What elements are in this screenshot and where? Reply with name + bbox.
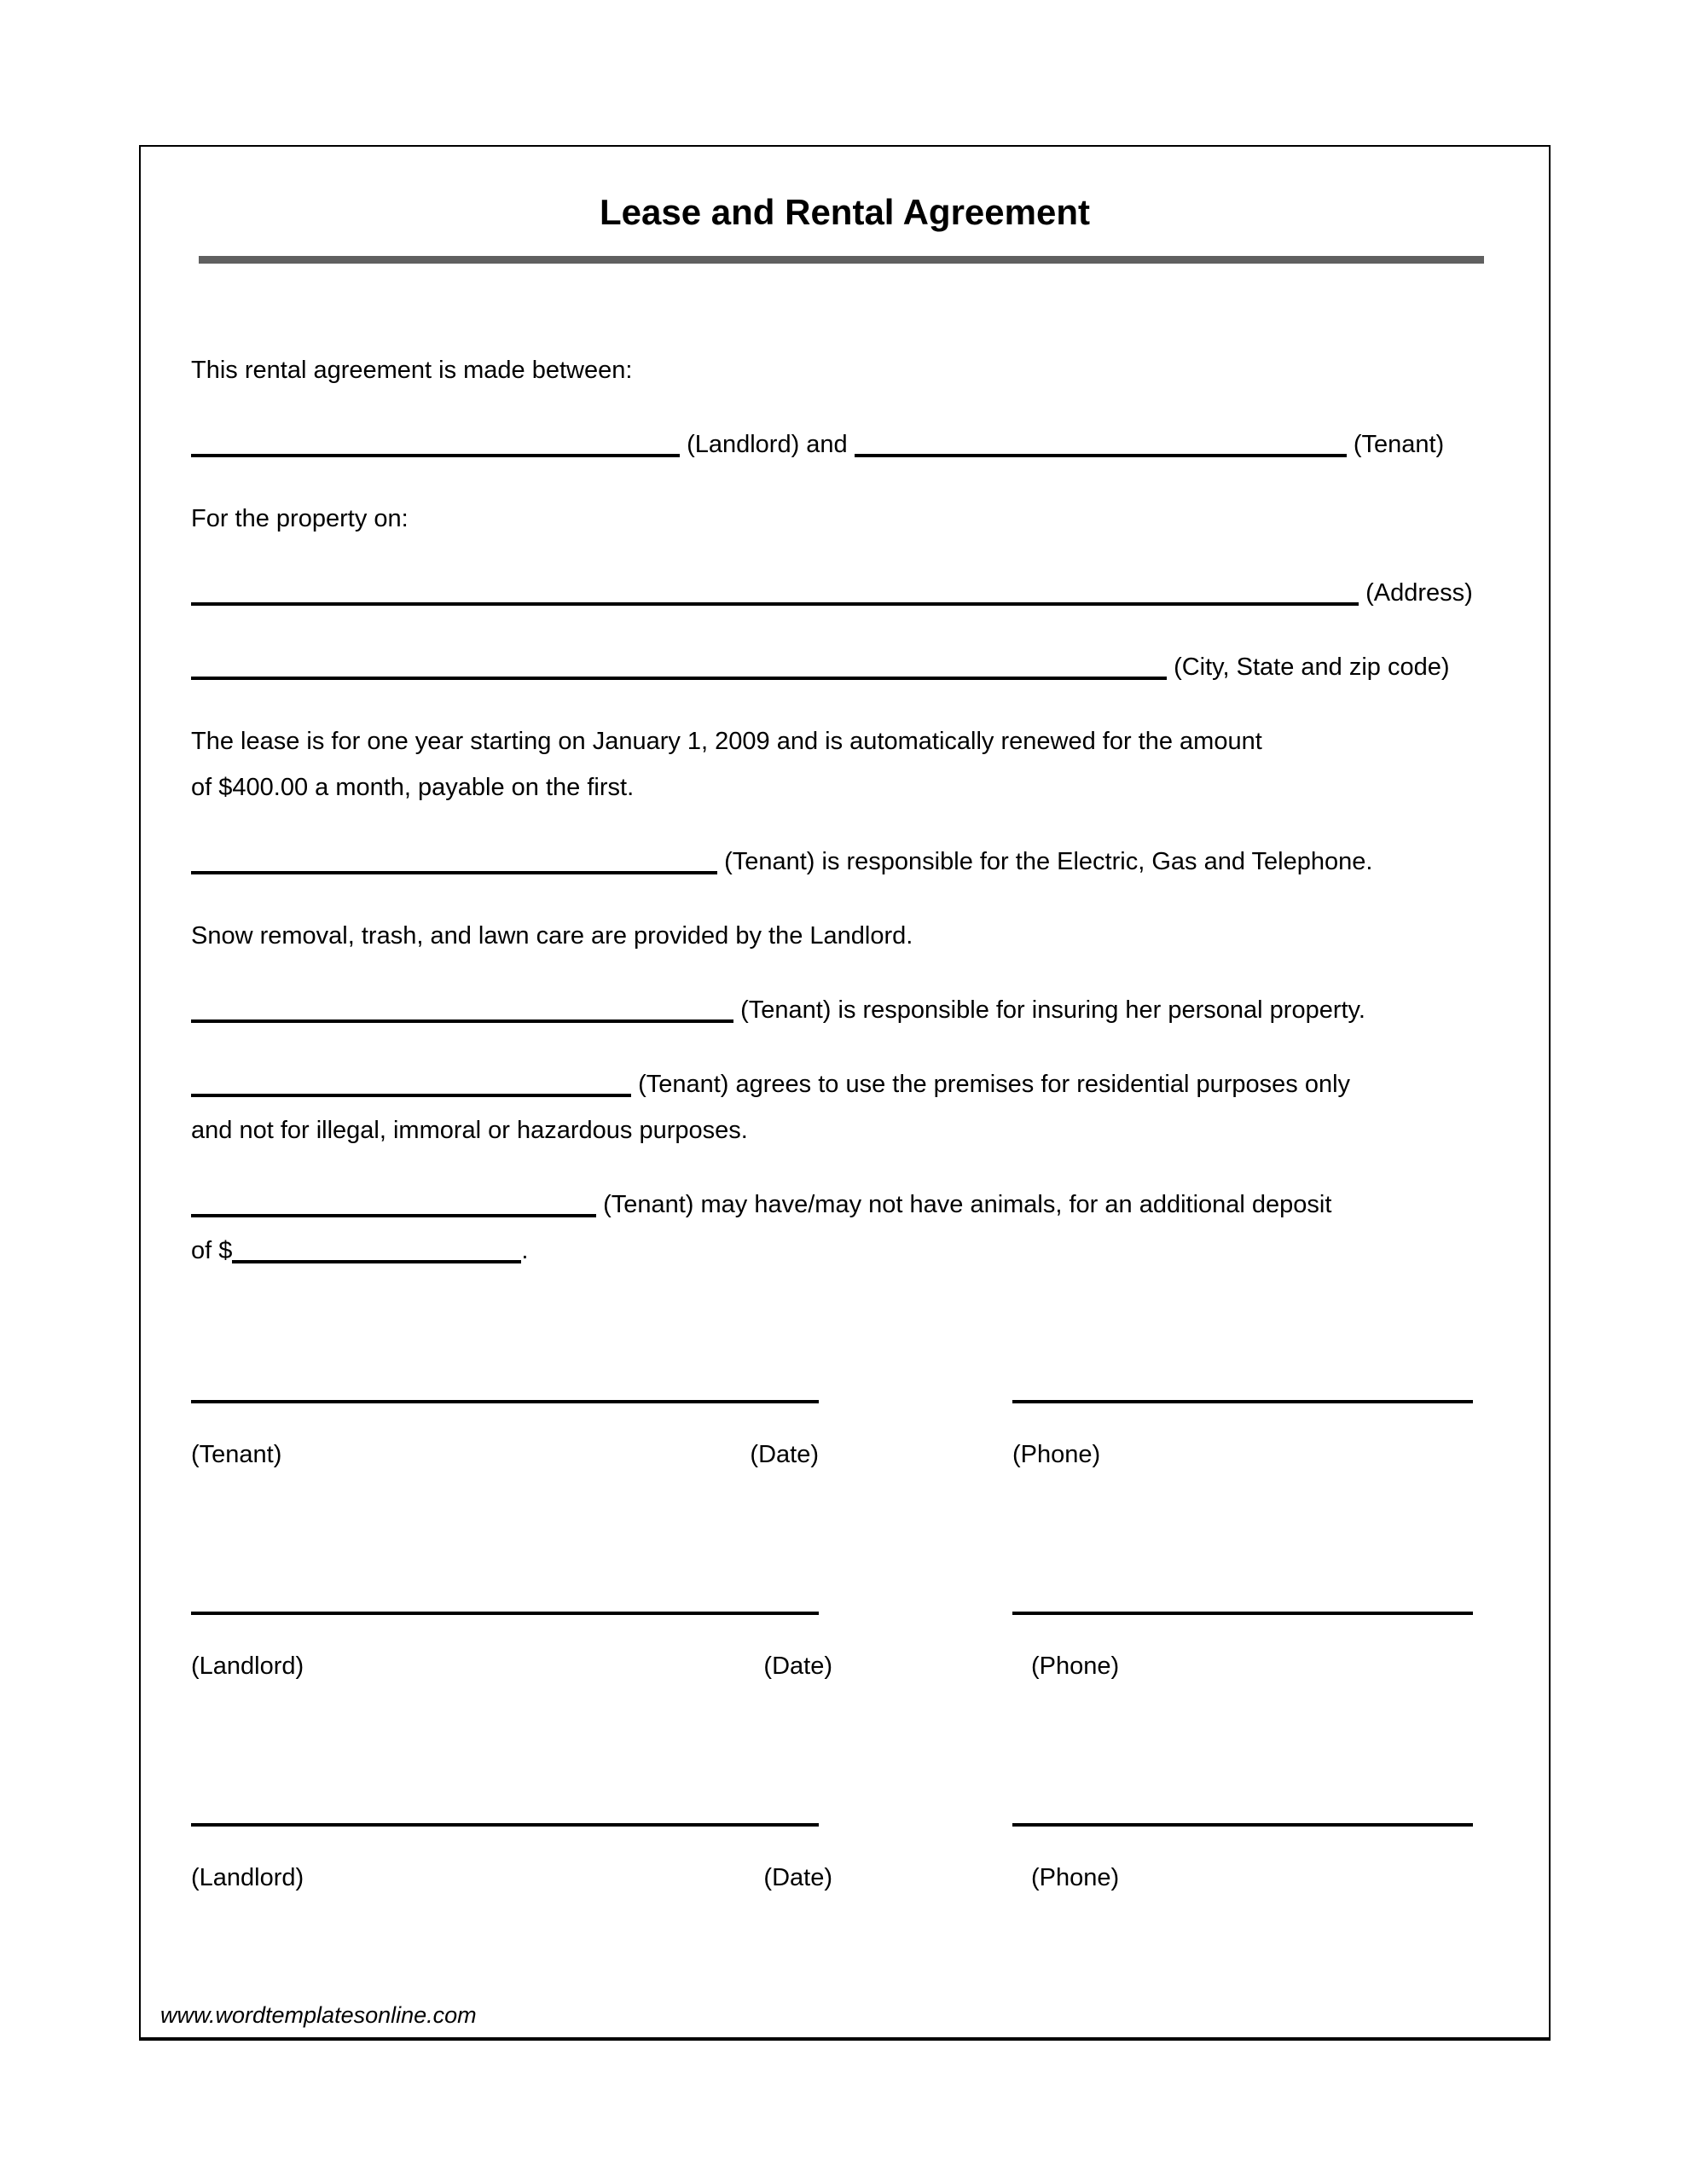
date-label: (Date) xyxy=(750,1441,819,1468)
document-body xyxy=(141,347,1549,1901)
tenant-animals-blank[interactable] xyxy=(191,1209,596,1217)
deposit-period: . xyxy=(521,1237,529,1264)
date-label: (Date) xyxy=(763,1864,832,1891)
signature-section xyxy=(191,1400,1515,1901)
residential-line2: and not for illegal, immoral or hazardous purposes. xyxy=(191,1117,748,1144)
lease-term-line2: of $400.00 a month, payable on the first. xyxy=(191,774,635,801)
animals-line1: (Tenant) may have/may not have animals, for an additional deposit xyxy=(603,1191,1332,1218)
deposit-of-text: of $ xyxy=(191,1237,233,1264)
lease-term-line1: The lease is for one year starting on January 1, 2009 and is automatically renewed for the amount xyxy=(191,728,1262,755)
landlord-signature-date-line-1[interactable] xyxy=(191,1612,819,1615)
tenant-phone-line[interactable] xyxy=(1012,1400,1473,1403)
animals-paragraph xyxy=(191,1182,1515,1274)
tenant-label: (Tenant) xyxy=(1353,431,1445,458)
tenant-name-blank[interactable] xyxy=(855,449,1347,457)
city-paragraph xyxy=(191,644,1515,690)
insurance-paragraph xyxy=(191,987,1515,1033)
page-title: Lease and Rental Agreement xyxy=(600,192,1090,232)
tenant-insurance-blank[interactable] xyxy=(191,1014,733,1023)
landlord-phone-line-2[interactable] xyxy=(1012,1823,1473,1827)
party-label: (Landlord) xyxy=(191,1653,304,1680)
address-blank[interactable] xyxy=(191,597,1359,606)
landlord-signature-row-1 xyxy=(191,1612,1515,1689)
phone-label: (Phone) xyxy=(1031,1653,1120,1680)
phone-label: (Phone) xyxy=(1031,1864,1120,1891)
landlord-provides-text: Snow removal, trash, and lawn care are provided by the Landlord. xyxy=(191,922,913,950)
city-state-zip-label: (City, State and zip code) xyxy=(1174,653,1450,681)
landlord-label: (Landlord) and xyxy=(687,431,848,458)
residential-line1: (Tenant) agrees to use the premises for residential purposes only xyxy=(638,1071,1351,1098)
landlord-name-blank[interactable] xyxy=(191,449,680,457)
address-label: (Address) xyxy=(1365,579,1473,607)
landlord-phone-line-1[interactable] xyxy=(1012,1612,1473,1615)
deposit-amount-blank[interactable] xyxy=(232,1255,521,1263)
landlord-signature-row-2 xyxy=(191,1823,1515,1901)
city-state-zip-blank[interactable] xyxy=(191,671,1167,680)
for-property-text: For the property on: xyxy=(191,505,409,532)
parties-paragraph xyxy=(191,421,1515,468)
landlord-provides-paragraph xyxy=(191,913,1515,959)
utilities-paragraph xyxy=(191,839,1515,885)
date-label: (Date) xyxy=(763,1653,832,1680)
made-between-text: This rental agreement is made between: xyxy=(191,357,633,384)
tenant-residential-blank[interactable] xyxy=(191,1089,631,1097)
made-between-paragraph xyxy=(191,347,1515,393)
party-label: (Tenant) xyxy=(191,1441,282,1468)
utilities-text: (Tenant) is responsible for the Electric, Gas and Telephone. xyxy=(724,848,1373,875)
title-rule xyxy=(199,256,1484,264)
tenant-signature-date-line[interactable] xyxy=(191,1400,819,1403)
residential-paragraph xyxy=(191,1061,1515,1153)
tenant-signature-row xyxy=(191,1400,1515,1478)
lease-term-paragraph xyxy=(191,718,1515,810)
insurance-text: (Tenant) is responsible for insuring her personal property. xyxy=(740,996,1365,1024)
property-paragraph xyxy=(191,496,1515,542)
address-paragraph xyxy=(191,570,1515,616)
document-page xyxy=(139,145,1551,2041)
party-label: (Landlord) xyxy=(191,1864,304,1891)
tenant-utilities-blank[interactable] xyxy=(191,866,717,874)
phone-label: (Phone) xyxy=(1012,1441,1101,1468)
footer-url: www.wordtemplatesonline.com xyxy=(160,2002,477,2028)
landlord-signature-date-line-2[interactable] xyxy=(191,1823,819,1827)
